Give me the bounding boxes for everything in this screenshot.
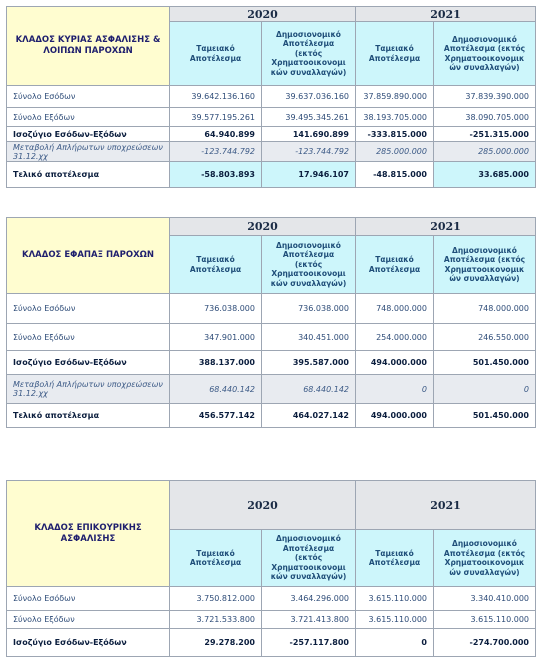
row-label: Μεταβολή Απλήρωτων υποχρεώσεων 31.12.χχ — [7, 375, 170, 404]
cell-value: -251.315.000 — [434, 127, 536, 142]
cell-value: 501.450.000 — [434, 404, 536, 428]
cell-value: 748.000.000 — [434, 294, 536, 324]
cell-value: 3.721.413.800 — [262, 611, 356, 629]
table-row — [7, 375, 536, 404]
cell-value: 246.550.000 — [434, 324, 536, 351]
cell-value: 68.440.142 — [262, 375, 356, 404]
table-row — [7, 127, 536, 142]
cell-value: 3.615.110.000 — [356, 587, 434, 611]
table-row — [7, 351, 536, 375]
cell-value: 347.901.000 — [170, 324, 262, 351]
cell-value: -333.815.000 — [356, 127, 434, 142]
table-main-insurance — [6, 6, 536, 188]
table-row — [7, 86, 536, 108]
cell-value: 285.000.000 — [434, 142, 536, 162]
row-label: Σύνολο Εξόδων — [7, 108, 170, 127]
col-header-fiscal-2020: Δημοσιονομικό Αποτέλεσμα (εκτός Χρηματοοικονομι κών συναλλαγών) — [262, 530, 356, 587]
col-header-cash-2021: Ταμειακό Αποτέλεσμα — [356, 22, 434, 86]
col-header-fiscal-2021: Δημοσιονομικό Αποτέλεσμα (εκτός Χρηματοοικονομικ ών συναλλαγών) — [434, 22, 536, 86]
row-label: Σύνολο Εσόδων — [7, 86, 170, 108]
col-header-cash-2021: Ταμειακό Αποτέλεσμα — [356, 236, 434, 294]
cell-value: 494.000.000 — [356, 351, 434, 375]
table-row — [7, 629, 536, 657]
year-header-2020: 2020 — [170, 218, 356, 236]
cell-value: 3.340.410.000 — [434, 587, 536, 611]
table-lump-sum — [6, 217, 536, 428]
cell-value: 501.450.000 — [434, 351, 536, 375]
cell-value: 39.577.195.261 — [170, 108, 262, 127]
cell-value: 340.451.000 — [262, 324, 356, 351]
cell-value: 39.642.136.160 — [170, 86, 262, 108]
cell-value: 141.690.899 — [262, 127, 356, 142]
year-header-2020: 2020 — [170, 7, 356, 22]
year-header-2020: 2020 — [170, 481, 356, 530]
col-header-cash-2020: Ταμειακό Αποτέλεσμα — [170, 22, 262, 86]
table-supplementary-insurance — [6, 480, 536, 657]
table-row — [7, 108, 536, 127]
cell-value: 3.615.110.000 — [434, 611, 536, 629]
cell-value: -257.117.800 — [262, 629, 356, 657]
cell-value: -58.803.893 — [170, 162, 262, 188]
cell-value: 3.750.812.000 — [170, 587, 262, 611]
cell-value: 64.940.899 — [170, 127, 262, 142]
cell-value: -274.700.000 — [434, 629, 536, 657]
col-header-cash-2021: Ταμειακό Αποτέλεσμα — [356, 530, 434, 587]
cell-value: 39.495.345.261 — [262, 108, 356, 127]
row-label: Ισοζύγιο Εσόδων-Εξόδων — [7, 351, 170, 375]
cell-value: 3.464.296.000 — [262, 587, 356, 611]
cell-value: 3.615.110.000 — [356, 611, 434, 629]
cell-value: 37.859.890.000 — [356, 86, 434, 108]
cell-value: 464.027.142 — [262, 404, 356, 428]
table-row — [7, 611, 536, 629]
table-row — [7, 324, 536, 351]
cell-value: 254.000.000 — [356, 324, 434, 351]
cell-value: -48.815.000 — [356, 162, 434, 188]
category-title: ΚΛΑΔΟΣ ΚΥΡΙΑΣ ΑΣΦΑΛΙΣΗΣ & ΛΟΙΠΩΝ ΠΑΡΟΧΩΝ — [7, 7, 170, 86]
row-label: Τελικό αποτέλεσμα — [7, 404, 170, 428]
cell-value: 38.193.705.000 — [356, 108, 434, 127]
cell-value: 494.000.000 — [356, 404, 434, 428]
cell-value: 37.839.390.000 — [434, 86, 536, 108]
cell-value: 29.278.200 — [170, 629, 262, 657]
cell-value: 0 — [356, 375, 434, 404]
cell-value: 38.090.705.000 — [434, 108, 536, 127]
cell-value: 388.137.000 — [170, 351, 262, 375]
year-header-2021: 2021 — [356, 7, 536, 22]
cell-value: 395.587.000 — [262, 351, 356, 375]
row-label: Σύνολο Εξόδων — [7, 611, 170, 629]
col-header-cash-2020: Ταμειακό Αποτέλεσμα — [170, 236, 262, 294]
table-row — [7, 404, 536, 428]
category-title: ΚΛΑΔΟΣ ΕΠΙΚΟΥΡΙΚΗΣ ΑΣΦΑΛΙΣΗΣ — [7, 481, 170, 587]
row-label: Σύνολο Εξόδων — [7, 324, 170, 351]
row-label: Σύνολο Εσόδων — [7, 294, 170, 324]
cell-value: 33.685.000 — [434, 162, 536, 188]
cell-value: 736.038.000 — [262, 294, 356, 324]
col-header-cash-2020: Ταμειακό Αποτέλεσμα — [170, 530, 262, 587]
cell-value: 736.038.000 — [170, 294, 262, 324]
row-label: Τελικό αποτέλεσμα — [7, 162, 170, 188]
row-label: Ισοζύγιο Εσόδων-Εξόδων — [7, 127, 170, 142]
cell-value: 748.000.000 — [356, 294, 434, 324]
cell-value: 39.637.036.160 — [262, 86, 356, 108]
year-header-2021: 2021 — [356, 481, 536, 530]
category-title: ΚΛΑΔΟΣ ΕΦΑΠΑΞ ΠΑΡΟΧΩΝ — [7, 218, 170, 294]
row-label: Σύνολο Εσόδων — [7, 587, 170, 611]
cell-value: -123.744.792 — [170, 142, 262, 162]
cell-value: 68.440.142 — [170, 375, 262, 404]
row-label: Ισοζύγιο Εσόδων-Εξόδων — [7, 629, 170, 657]
cell-value: 17.946.107 — [262, 162, 356, 188]
table-row — [7, 587, 536, 611]
cell-value: -123.744.792 — [262, 142, 356, 162]
col-header-fiscal-2020: Δημοσιονομικό Αποτέλεσμα (εκτός Χρηματοοικονομι κών συναλλαγών) — [262, 22, 356, 86]
cell-value: 0 — [356, 629, 434, 657]
cell-value: 0 — [434, 375, 536, 404]
cell-value: 285.000.000 — [356, 142, 434, 162]
year-header-2021: 2021 — [356, 218, 536, 236]
col-header-fiscal-2020: Δημοσιονομικό Αποτέλεσμα (εκτός Χρηματοοικονομι κών συναλλαγών) — [262, 236, 356, 294]
cell-value: 3.721.533.800 — [170, 611, 262, 629]
table-row — [7, 142, 536, 162]
col-header-fiscal-2021: Δημοσιονομικό Αποτέλεσμα (εκτός Χρηματοοικονομικ ών συναλλαγών) — [434, 530, 536, 587]
col-header-fiscal-2021: Δημοσιονομικό Αποτέλεσμα (εκτός Χρηματοοικονομικ ών συναλλαγών) — [434, 236, 536, 294]
row-label: Μεταβολή Απλήρωτων υποχρεώσεων 31.12.χχ — [7, 142, 170, 162]
table-row — [7, 162, 536, 188]
cell-value: 456.577.142 — [170, 404, 262, 428]
table-row — [7, 294, 536, 324]
